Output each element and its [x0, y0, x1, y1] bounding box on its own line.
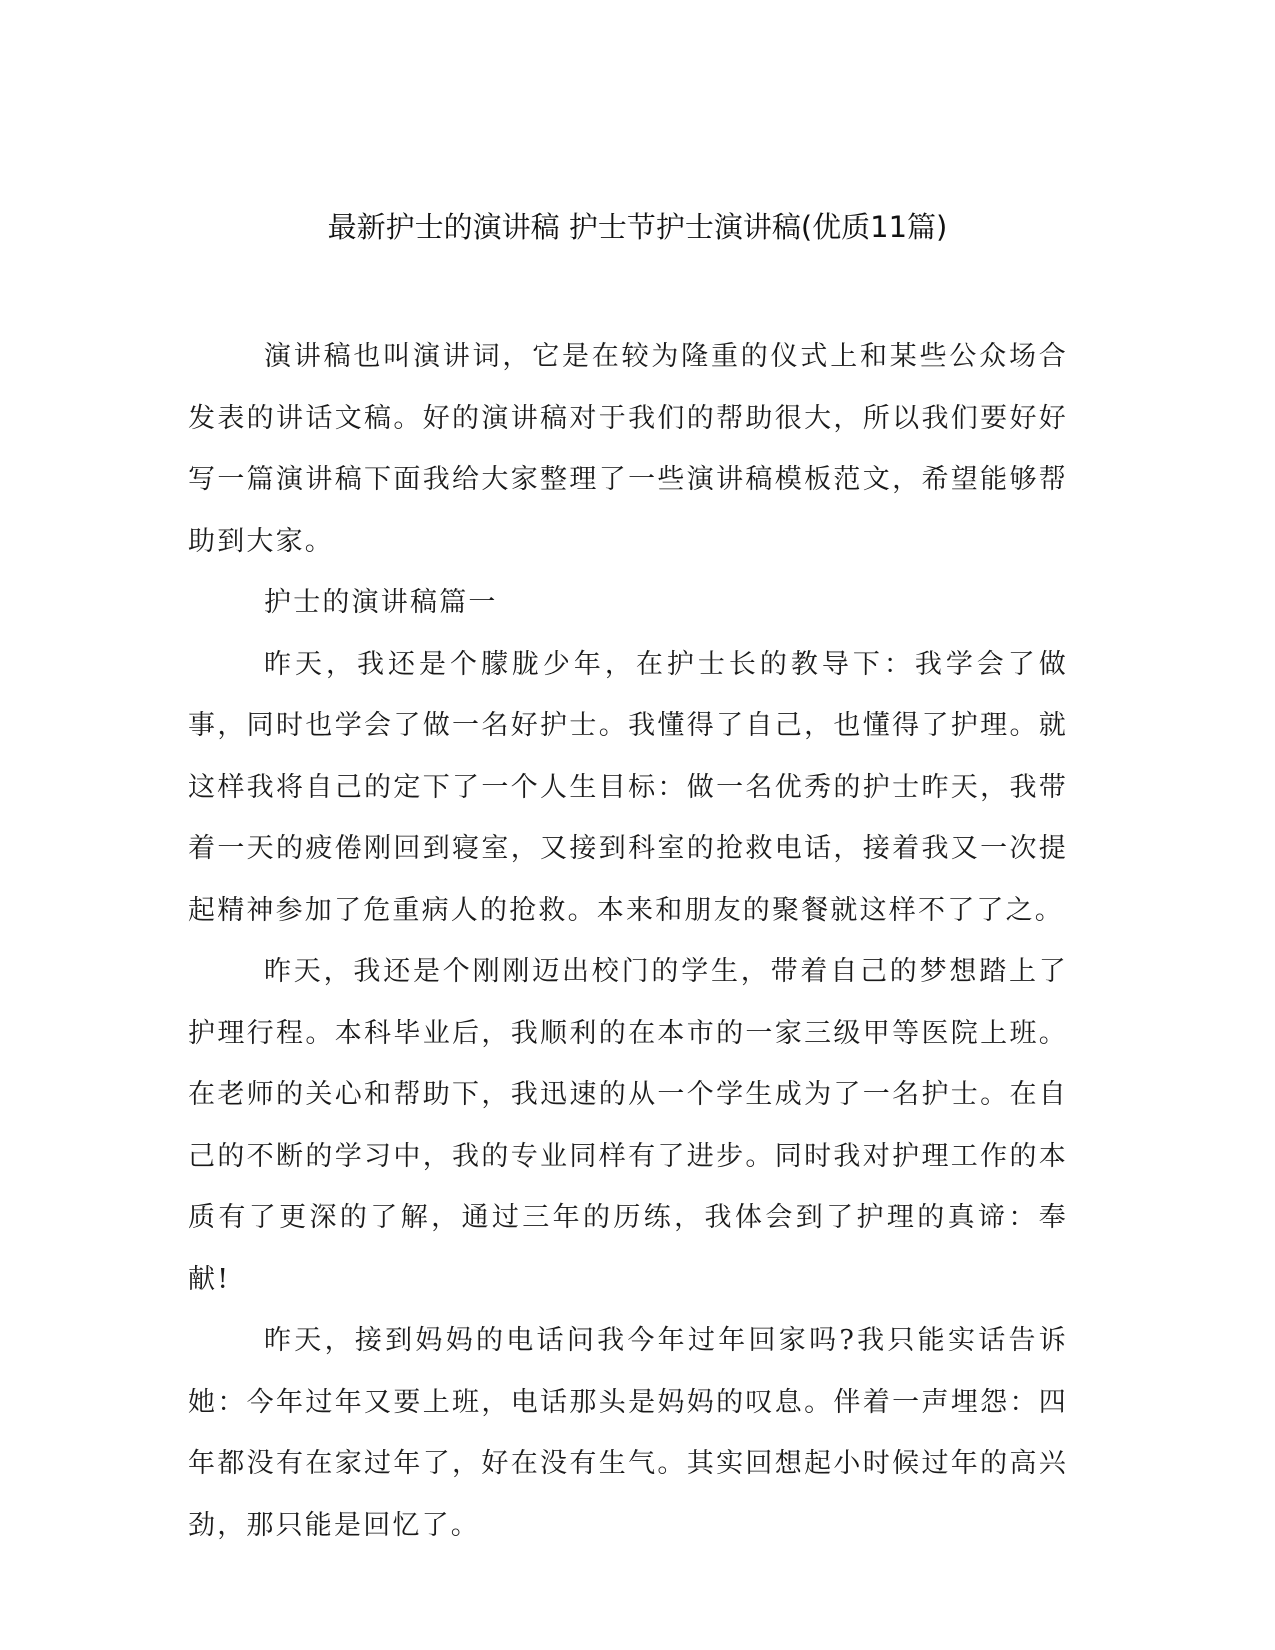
section-heading: 护士的演讲稿篇一 — [264, 587, 498, 618]
intro-paragraph: 演讲稿也叫演讲词，它是在较为隆重的仪式上和某些公众场合发表的讲话文稿。好的演讲稿对于我们的帮助很大，所以我们要好好写一篇演讲稿下面我给大家整理了一些演讲稿模板范文，希望能够帮助到大家。 — [188, 341, 1068, 557]
body-paragraph-3: 昨天，接到妈妈的电话问我今年过年回家吗?我只能实话告诉她：今年过年又要上班，电话那头是妈妈的叹息。伴着一声埋怨：四年都没有在家过年了，好在没有生气。其实回想起小时候过年的高兴劲，那只能是回忆了。 — [188, 1325, 1068, 1541]
document-body — [188, 326, 1068, 1556]
body-paragraph-2: 昨天，我还是个刚刚迈出校门的学生，带着自己的梦想踏上了护理行程。本科毕业后，我顺利的在本市的一家三级甲等医院上班。在老师的关心和帮助下，我迅速的从一个学生成为了一名护士。在自己的不断的学习中，我的专业同样有了进步。同时我对护理工作的本质有了更深的了解，通过三年的历练，我体会到了护理的真谛：奉献! — [188, 956, 1068, 1295]
document-title: 最新护士的演讲稿 护士节护士演讲稿(优质11篇) — [327, 210, 948, 244]
body-paragraph-1: 昨天，我还是个朦胧少年，在护士长的教导下：我学会了做事，同时也学会了做一名好护士。我懂得了自己，也懂得了护理。就这样我将自己的定下了一个人生目标：做一名优秀的护士昨天，我带着一天的疲倦刚回到寝室，又接到科室的抢救电话，接着我又一次提起精神参加了危重病人的抢救。本来和朋友的聚餐就这样不了了之。 — [188, 648, 1068, 926]
